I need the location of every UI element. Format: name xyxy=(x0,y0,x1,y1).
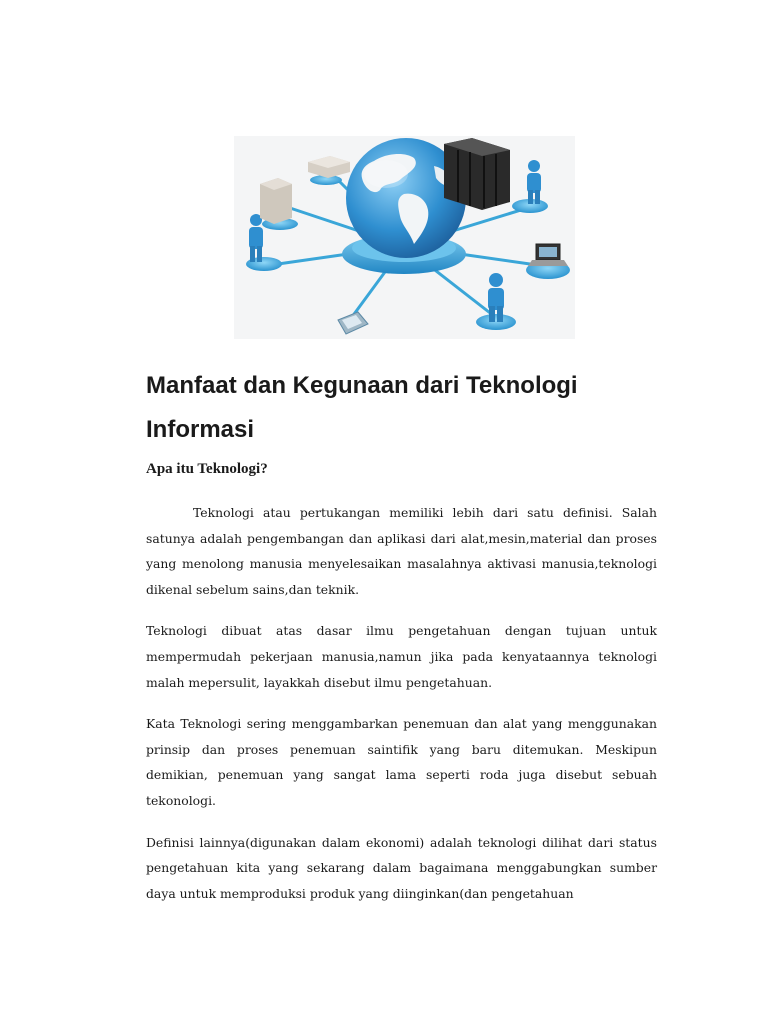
server-icon xyxy=(444,138,510,210)
paragraph: Teknologi dibuat atas dasar ilmu pengetahuan dengan tujuan untuk mempermudah pekerjaan manusia,namun jika pada kenyataannya teknologi malah mepersulit, layakkah disebut ilmu pengetahuan. xyxy=(146,623,657,690)
paragraph: Kata Teknologi sering menggambarkan penemuan dan alat yang menggunakan prinsip dan proses penemuan saintifik yang baru ditemukan. Meskipun demikian, penemuan yang sangat lama seperti roda juga disebut sebuah tekonologi. xyxy=(146,716,657,808)
document-title: Manfaat dan Kegunaan dari Teknologi Informasi xyxy=(146,372,578,443)
network-diagram-image xyxy=(234,136,575,339)
paragraph: Teknologi atau pertukangan memiliki lebih dari satu definisi. Salah satunya adalah pengembangan dan aplikasi dari alat,mesin,material dan proses yang menolong manusia menyelesaikan masalahnya aktivasi manusia,teknologi dikenal sebelum sains,dan teknik. xyxy=(146,505,657,597)
computer-case-icon xyxy=(308,156,350,185)
network-illustration xyxy=(234,136,575,339)
computer-case-icon xyxy=(260,178,298,230)
person-icon xyxy=(512,160,548,213)
section-heading: Apa itu Teknologi? xyxy=(146,461,268,477)
person-icon xyxy=(476,273,516,330)
paragraph: Definisi lainnya(digunakan dalam ekonomi) adalah teknologi dilihat dari status pengetahuan kita yang sekarang dalam bagaimana menggabungkan sumber daya untuk memproduksi produk yang diinginkan(dan pengetahuan xyxy=(146,834,657,901)
laptop-icon xyxy=(526,244,570,279)
document-body xyxy=(146,500,657,922)
tablet-icon xyxy=(338,312,368,334)
